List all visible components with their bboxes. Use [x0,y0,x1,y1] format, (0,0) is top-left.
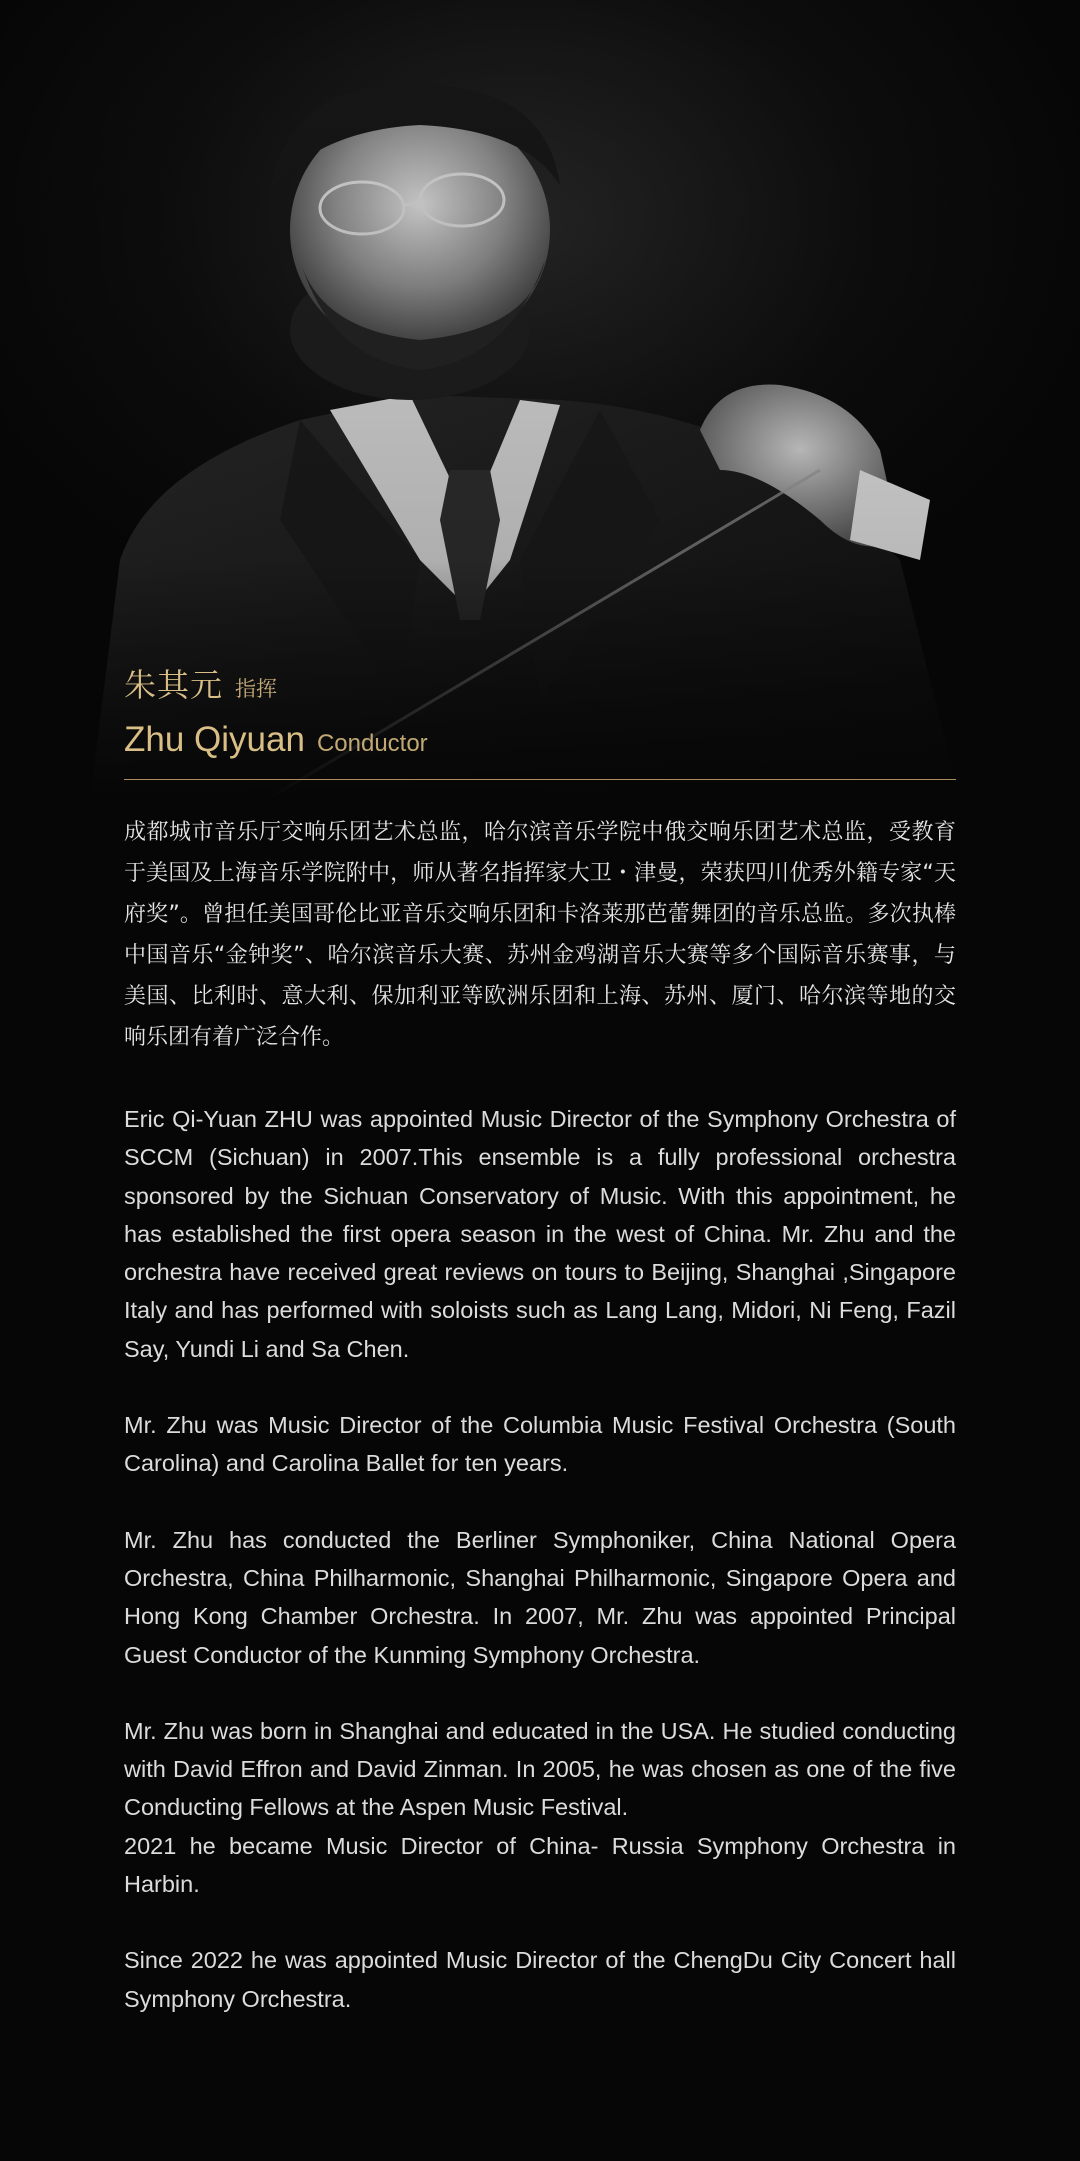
bio-paragraph-columbia: Mr. Zhu was Music Director of the Columbia Music Festival Orchestra (South Carolina) and Carolina Ballet for ten years. [124,1412,956,1477]
chinese-name-row [124,660,956,706]
profile-heading [124,660,956,760]
bio-paragraph-chengdu: Since 2022 he was appointed Music Director of the ChengDu City Concert hall Symphony Orchestra. [124,1947,956,2012]
role-english: Conductor [316,730,428,757]
bio-paragraph-conducted: Mr. Zhu has conducted the Berliner Symphoniker, China National Opera Orchestra, China Philharmonic, Shanghai Philharmonic, Singapore Opera and Hong Kong Chamber Orchestra. In 2007, Mr. Zhu was appointed Principal Guest Conductor of the Kunming Symphony Orchestra. [124,1526,956,1668]
bio-paragraph-harbin: 2021 he became Music Director of China- Russia Symphony Orchestra in Harbin. [124,1832,956,1898]
name-english: Zhu Qiyuan [124,720,305,759]
bio-chinese-paragraph: 成都城市音乐厅交响乐团艺术总监，哈尔滨音乐学院中俄交响乐团艺术总监，受教育于美国及上海音乐学院附中，师从著名指挥家大卫・津曼，荣获四川优秀外籍专家“天府奖”。曾担任美国哥伦比亚音乐交响乐团和卡洛莱那芭蕾舞团的音乐总监。多次执棒中国音乐“金钟奖”、哈尔滨音乐大赛、苏州金鸡湖音乐大赛等多个国际音乐赛事，与美国、比利时、意大利、保加利亚等欧洲乐团和上海、苏州、厦门、哈尔滨等地的交响乐团有着广泛合作。 [124,820,956,1050]
role-chinese: 指挥 [235,677,278,701]
bio-paragraph-education: Mr. Zhu was born in Shanghai and educated in the USA. He studied conducting with David Effron and David Zinman. In 2005, he was chosen as one of the five Conducting Fellows at the Aspen Music Festival. [124,1717,956,1821]
english-name-row [124,720,956,760]
bio-paragraph-sccm: Eric Qi-Yuan ZHU was appointed Music Director of the Symphony Orchestra of SCCM (Sichuan) in 2007.This ensemble is a fully professional orchestra sponsored by the Sichuan Conservatory of Music. With this appointment, he has established the first opera season in the west of China. Mr. Zhu and the orchestra have received great reviews on tours to Beijing, Shanghai ,Singapore Italy and has performed with soloists such as Lang Lang, Midori, Ni Feng, Fazil Say, Yundi Li and Sa Chen. [124,1106,956,1362]
name-chinese: 朱其元 [124,666,224,704]
biography [124,812,956,2056]
heading-divider [124,779,956,780]
